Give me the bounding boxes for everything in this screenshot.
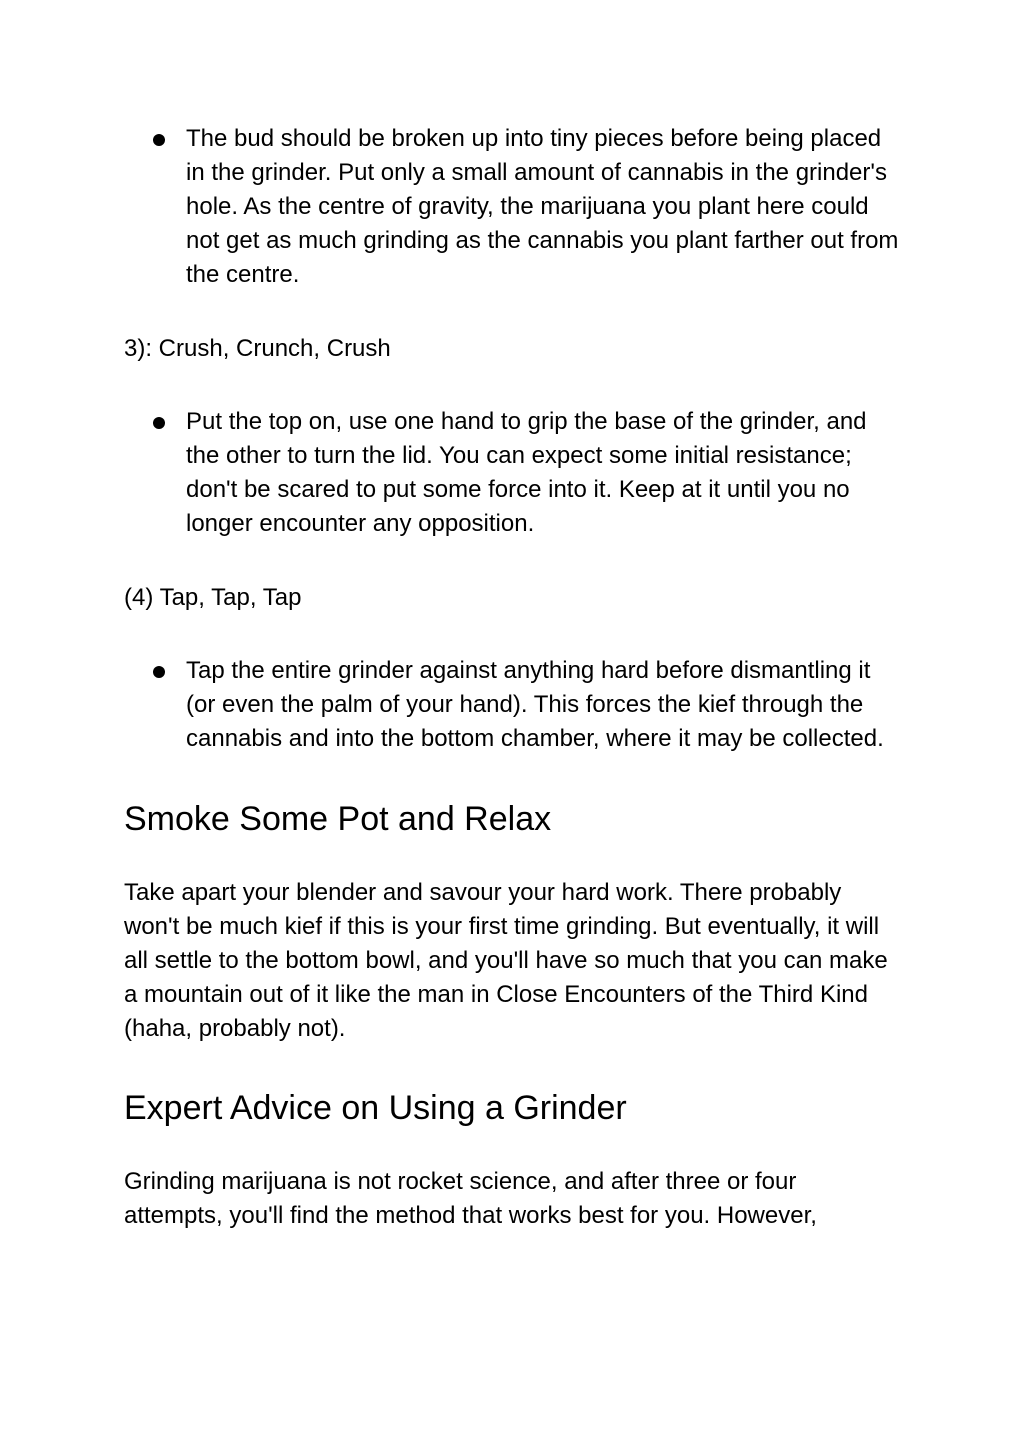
bullet-text: Put the top on, use one hand to grip the base of the grinder, and the other to turn the lid. You can expect some initial resistance; don't be scared to put some force into it. Keep at it until you no longer encounter any opposition. (186, 408, 867, 537)
section-heading: Smoke Some Pot and Relax (124, 800, 552, 838)
bullet-list (124, 654, 899, 756)
paragraph: Take apart your blender and savour your hard work. There probably won't be much kief if this is your first time grinding. But eventually, it will all settle to the bottom bowl, and you'll have so much that you can make a mountain out of it like the man in Close Encounters of the Third Kind (haha, probably not). (124, 879, 888, 1042)
section-heading: Expert Advice on Using a Grinder (124, 1089, 627, 1127)
list-item (124, 122, 899, 292)
bullet-dot-icon (153, 134, 165, 146)
paragraph: Grinding marijuana is not rocket science, and after three or four attempts, you'll find the method that works best for you. However, (124, 1168, 817, 1229)
list-item (124, 405, 899, 541)
list-item (124, 654, 899, 756)
bullet-text: The bud should be broken up into tiny pieces before being placed in the grinder. Put only a small amount of cannabis in the grinder's hole. As the centre of gravity, the marijuana you plant here could not get as much grinding as the cannabis you plant farther out from the centre. (186, 125, 899, 288)
bullet-dot-icon (153, 666, 165, 678)
bullet-list (124, 122, 899, 292)
document-page (124, 122, 899, 1233)
bullet-list (124, 405, 899, 541)
bullet-dot-icon (153, 417, 165, 429)
bullet-text: Tap the entire grinder against anything hard before dismantling it (or even the palm of your hand). This forces the kief through the cannabis and into the bottom chamber, where it may be collected. (186, 657, 884, 752)
step-3-label: 3): Crush, Crunch, Crush (124, 335, 391, 362)
step-4-label: (4) Tap, Tap, Tap (124, 584, 302, 611)
